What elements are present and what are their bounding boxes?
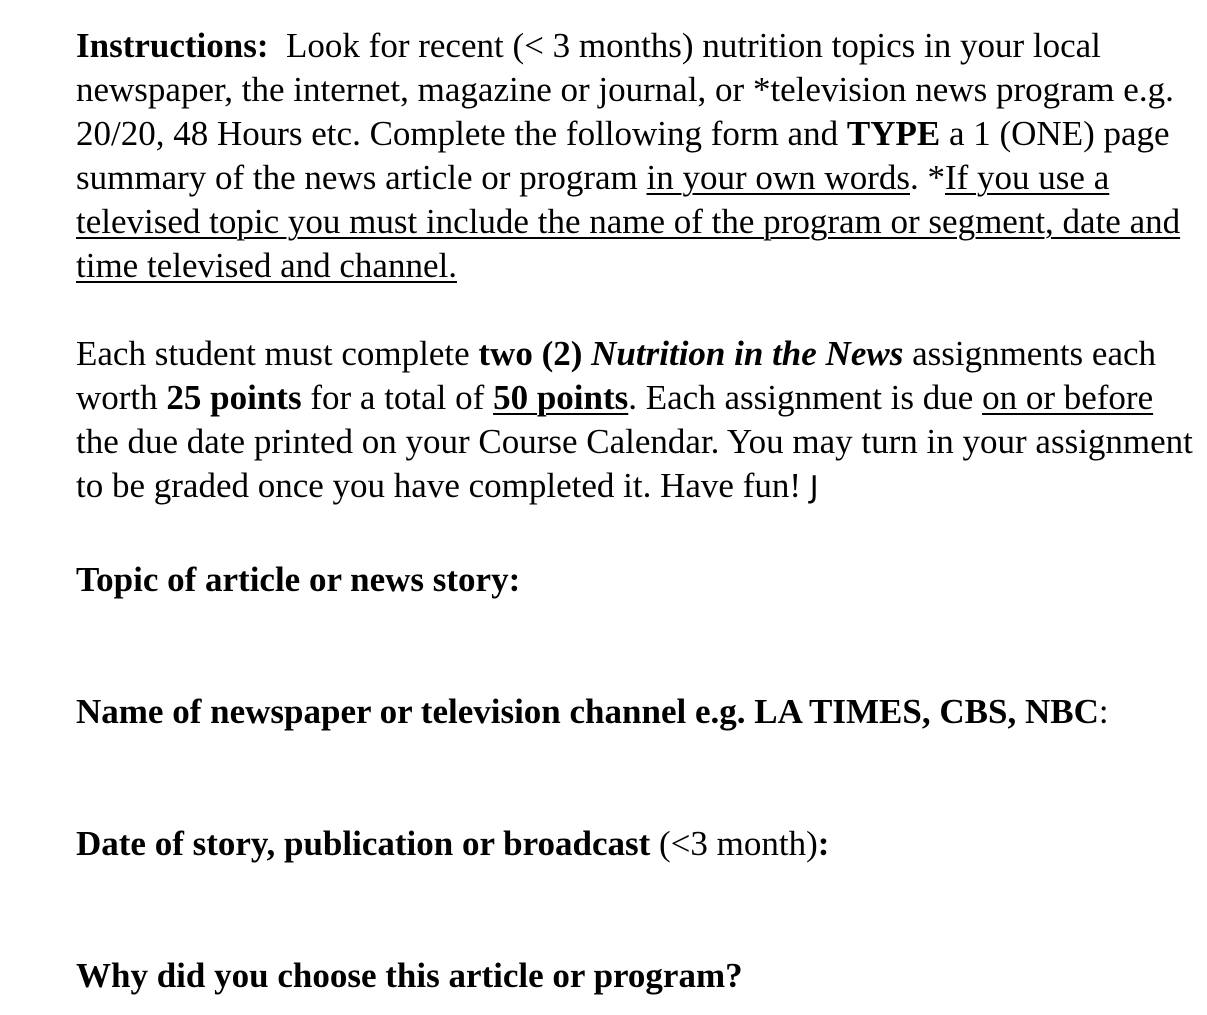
requirements-text-5: the due date printed on your Course Calendar. You may turn in your assignment to be graded once you have completed it. Have fun! — [76, 422, 1193, 505]
why-field-label: Why did you choose this article or program? — [76, 956, 743, 995]
requirements-text-4: . Each assignment is due — [628, 378, 983, 417]
points-each: 25 points — [166, 378, 302, 417]
assignment-name: Nutrition in the News — [591, 334, 904, 373]
type-emphasis: TYPE — [846, 114, 941, 153]
source-colon: : — [1098, 692, 1109, 731]
requirements-text-1: Each student must complete — [76, 334, 479, 373]
instructions-text-3: . — [909, 158, 919, 197]
own-words-emphasis: in your own words — [646, 158, 910, 197]
requirements-text-3: for a total of — [301, 378, 494, 417]
assignment-count: two (2) — [478, 334, 583, 373]
points-total: 50 points — [493, 378, 629, 417]
date-colon: : — [817, 824, 830, 863]
instructions-paragraph — [76, 24, 1200, 288]
requirements-text-2: assignments each worth — [76, 334, 1157, 417]
tv-note: If you use a televised topic you must include the name of the program or segment, date and time televised and channel. — [76, 158, 1181, 285]
deadline-emphasis: on or before — [982, 378, 1154, 417]
smiley-icon: J — [809, 470, 819, 505]
date-label: Date of story, publication or broadcast — [76, 824, 651, 863]
requirements-paragraph — [76, 332, 1200, 510]
source-label: Name of newspaper or television channel e.g. LA TIMES, CBS, NBC — [76, 692, 1099, 731]
date-note: (<3 month) — [650, 824, 818, 863]
tv-note-star: * — [927, 158, 945, 197]
instructions-text-2: a 1 (ONE) page summary of the news article or program — [76, 114, 1170, 197]
topic-field-label: Topic of article or news story: — [76, 560, 521, 599]
instructions-label: Instructions: — [76, 26, 269, 65]
source-field-label — [76, 690, 1109, 734]
date-field-label — [76, 822, 829, 866]
instructions-text-1: Look for recent (< 3 months) nutrition topics in your local newspaper, the internet, magazine or journal, or *television news program e.g. 20/20, 48 Hours etc. Complete the following form and — [76, 26, 1174, 153]
